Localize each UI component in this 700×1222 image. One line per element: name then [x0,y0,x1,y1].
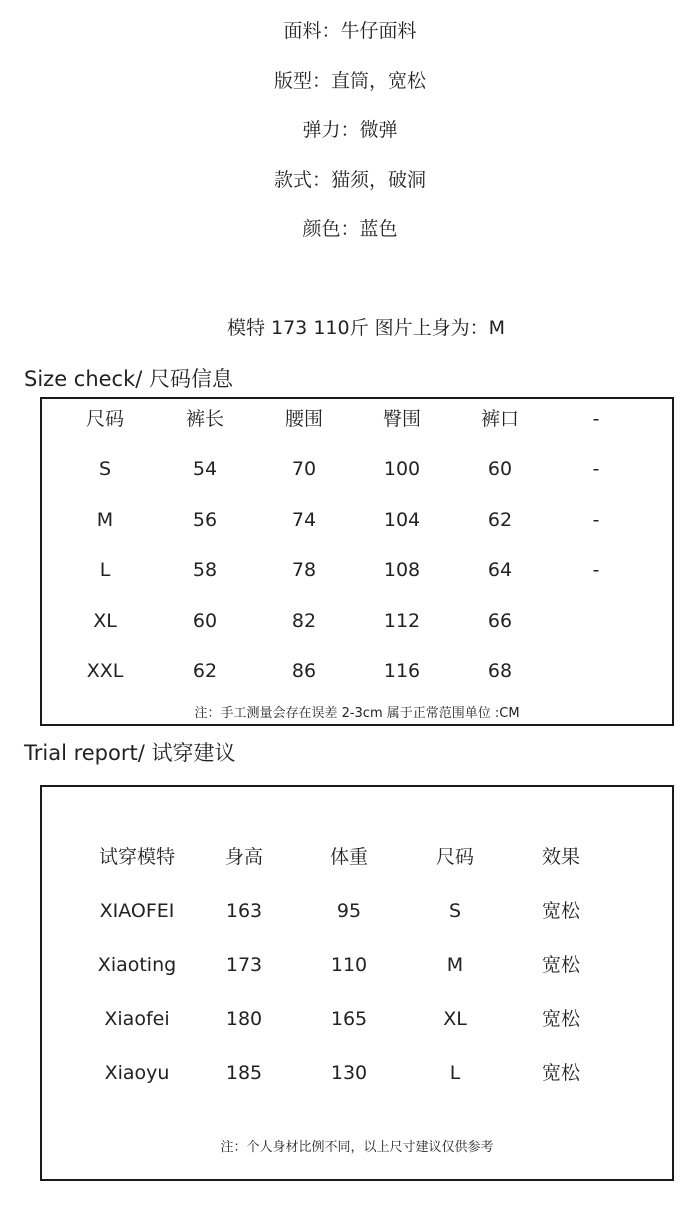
trial-report-cell: S [448,900,462,922]
trial-report-header-cell: 试穿模特 [98,846,176,868]
spec-color: 颜色：蓝色 [302,218,398,240]
trial-report-cell: 180 [225,1008,263,1030]
spec-fabric: 面料：牛仔面料 [283,20,417,42]
size-check-cell: 62 [487,509,513,531]
size-check-cell: 86 [291,660,317,682]
spec-stretch: 弹力：微弹 [302,119,398,141]
size-check-cell: XXL [86,660,124,682]
trial-report-cell: 185 [225,1062,263,1084]
trial-report-cell: 173 [225,954,263,976]
size-check-cell: 62 [192,660,218,682]
trial-report-cell: 宽松 [541,1008,581,1030]
trial-report-cell: 95 [336,900,362,922]
size-check-cell: 66 [487,610,513,632]
size-check-header-cell: - [592,408,600,430]
spec-style: 款式：猫须，破洞 [273,169,426,191]
trial-report-cell: Xiaoyu [104,1062,170,1084]
trial-report-cell: XL [443,1008,467,1030]
trial-report-cell: 110 [330,954,368,976]
trial-report-cell: XIAOFEI [99,900,175,922]
size-check-cell: 60 [487,458,513,480]
trial-report-header-cell: 身高 [224,846,264,868]
size-check-cell: 104 [383,509,421,531]
trial-report-cell: M [446,954,464,976]
size-check-cell: 116 [383,660,421,682]
trial-report-note: 注：个人身材比例不同，以上尺寸建议仅供参考 [220,1140,494,1155]
size-check-cell: 78 [291,559,317,581]
size-check-heading: Size check/ 尺码信息 [24,367,234,391]
trial-report-cell: L [449,1062,461,1084]
trial-report-cell: 宽松 [541,954,581,976]
size-check-cell: 54 [192,458,218,480]
trial-report-cell: 宽松 [541,1062,581,1084]
size-check-cell: 64 [487,559,513,581]
size-check-cell: 100 [383,458,421,480]
size-check-note: 注：手工测量会存在误差 2-3cm 属于正常范围单位 :CM [194,706,520,721]
trial-report-cell: 165 [330,1008,368,1030]
trial-report-header-cell: 尺码 [435,846,475,868]
size-check-cell: 108 [383,559,421,581]
size-check-header-cell: 臀围 [382,408,422,430]
trial-report-header-cell: 体重 [329,846,369,868]
size-check-cell: L [99,559,111,581]
size-check-cell: 60 [192,610,218,632]
size-check-cell: 68 [487,660,513,682]
trial-report-header-cell: 效果 [541,846,581,868]
size-check-table [40,397,674,726]
trial-report-cell: 163 [225,900,263,922]
size-check-cell: - [592,559,600,581]
trial-report-heading: Trial report/ 试穿建议 [24,741,236,765]
size-check-cell: 56 [192,509,218,531]
trial-report-cell: 130 [330,1062,368,1084]
trial-report-cell: 宽松 [541,900,581,922]
size-check-cell: - [592,509,600,531]
size-check-cell: 82 [291,610,317,632]
size-check-header-cell: 裤口 [480,408,520,430]
trial-report-cell: Xiaoting [97,954,177,976]
trial-report-cell: Xiaofei [104,1008,170,1030]
trial-report-table [40,785,674,1181]
spec-fit: 版型：直筒，宽松 [273,70,426,92]
size-check-cell: 74 [291,509,317,531]
size-check-header-cell: 腰围 [284,408,324,430]
model-info: 模特 173 110斤 图片上身为：M [226,317,506,339]
size-check-cell: 58 [192,559,218,581]
size-check-cell: 112 [383,610,421,632]
size-check-cell: XL [93,610,117,632]
size-check-cell: - [592,458,600,480]
size-check-cell: M [96,509,114,531]
size-check-cell: S [98,458,112,480]
size-check-header-cell: 尺码 [85,408,125,430]
size-check-cell: 70 [291,458,317,480]
size-check-header-cell: 裤长 [185,408,225,430]
